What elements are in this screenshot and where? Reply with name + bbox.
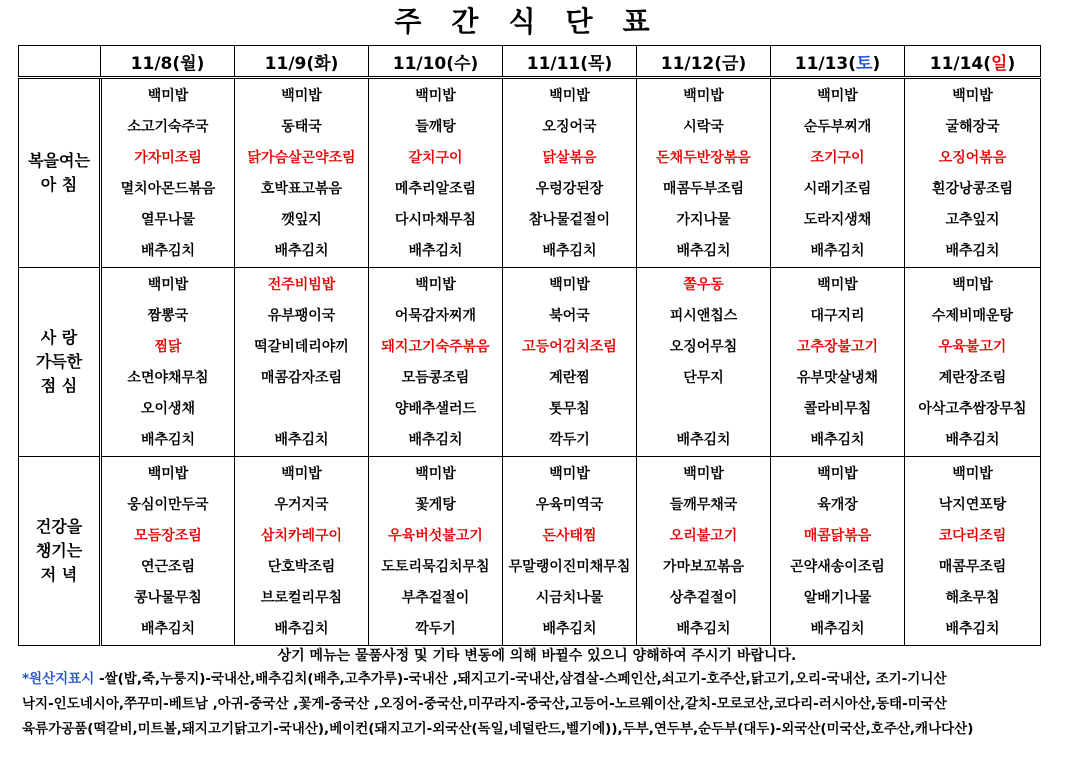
menu-item: 백미밥 [549,277,590,293]
menu-cell [771,268,905,457]
day-paren: ) [738,53,747,74]
corner-cell [19,46,101,78]
menu-item: 백미밥 [147,88,189,104]
menu-item: 배추김치 [542,243,597,259]
menu-item: 백미밥 [549,466,590,482]
menu-item: 고추잎지 [945,212,1000,228]
notice-text: 상기 메뉴는 물품사정 및 기타 변동에 의해 바뀔수 있으니 양해하여 주시기 바랍니다. [277,648,797,664]
menu-item: 가지나물 [676,212,731,228]
menu-item: 계란장조림 [938,370,1007,386]
menu-item: 백미밥 [147,466,189,482]
menu-item: 메추리알조림 [394,181,477,197]
menu-item: 배추김치 [676,243,731,259]
menu-item: 도토리묵김치무침 [381,559,490,575]
menu-item: 순두부찌개 [803,119,872,135]
menu-item: 톳무침 [549,401,590,417]
meal-label [19,268,101,457]
menu-item: 백미밥 [683,466,724,482]
menu-item: 단무지 [683,370,724,386]
menu-item: 백미밥 [952,466,993,482]
day-header [235,46,369,78]
menu-item: 상추겉절이 [669,590,738,606]
day-header [771,46,905,78]
menu-item: 배추김치 [676,621,731,637]
menu-item: 백미밥 [817,88,858,104]
meal-label-line: 가득한 [35,352,83,371]
day-date: 11/9( [264,53,315,74]
menu-item: 콜라비무침 [803,401,872,417]
day-header [905,46,1041,78]
menu-item: 백미밥 [952,88,993,104]
origin-label: *원산지표시 [22,671,95,687]
menu-cell [369,268,503,457]
menu-item: 돈사태찜 [542,528,597,544]
meal-label-line: 챙기는 [35,541,83,560]
day-weekday: 목 [588,53,605,74]
day-weekday: 토 [856,53,873,74]
menu-cell [235,78,369,268]
menu-item: 오징어볶음 [938,150,1007,166]
menu-item: 배추김치 [542,621,597,637]
menu-item: 북어국 [549,308,590,324]
menu-cell [905,268,1041,457]
menu-item: 매콤무조림 [938,559,1007,575]
menu-item: 양배추샐러드 [394,401,477,417]
day-weekday: 일 [991,53,1008,74]
meal-row-breakfast [19,78,1041,268]
menu-item: 배추김치 [140,432,196,448]
menu-item: 시락국 [683,119,724,135]
day-date: 11/11( [526,53,589,74]
menu-item: 배추김치 [274,243,329,259]
menu-item: 브로컬리무침 [260,590,343,606]
menu-item: 시금치나물 [535,590,604,606]
menu-item: 참나물겉절이 [528,212,611,228]
weekly-menu-table [18,45,1041,646]
menu-item: 낙지연포탕 [938,497,1007,513]
menu-item: 돼지고기숙주볶음 [381,339,490,355]
menu-item: 매콤감자조림 [260,370,343,386]
menu-item: 깻잎지 [281,212,322,228]
origin-line-2: 낙지-인도네시아,쭈꾸미-베트남 ,아귀-중국산 ,꽃게-중국산 ,오징어-중국산,미꾸라지-중국산,고등어-노르웨이산,갈치-모로코산,코다리-러시아산,동태-미국산 [22,696,947,712]
day-paren: ) [330,53,339,74]
origin-section [22,667,1052,742]
menu-item: 배추김치 [945,243,1000,259]
menu-cell [905,457,1041,646]
menu-item: 대구지리 [810,308,865,324]
menu-cell [637,78,771,268]
day-weekday: 화 [314,53,331,74]
meal-label-line: 저 녁 [40,565,78,584]
menu-cell [235,268,369,457]
menu-item: 모듬장조림 [134,528,202,544]
menu-item: 열무나물 [140,212,196,228]
menu-item: 우육버섯불고기 [388,528,483,544]
origin-line-3: 육류가공품(떡갈비,미트볼,돼지고기닭고기-국내산),베이컨(돼지고기-외국산(독일,네덜란드,벨기에)),두부,연두부,순두부(대두)-외국산(미국산,호주산,캐나다산) [22,721,974,737]
day-date: 11/12( [660,53,723,74]
menu-item: 부추겉절이 [401,590,470,606]
menu-item: 해초무침 [945,590,1000,606]
menu-cell [503,268,637,457]
menu-item: 코다리조림 [938,528,1007,544]
menu-item: 알배기나물 [803,590,872,606]
menu-item: 무말랭이진미채무침 [508,559,631,575]
menu-item: 단호박조림 [267,559,336,575]
menu-item: 동태국 [281,119,322,135]
menu-item: 웅심이만두국 [127,497,209,513]
day-date: 11/8( [130,53,181,74]
menu-item: 오이생채 [140,401,196,417]
day-date: 11/13( [794,53,857,74]
menu-item: 연근조림 [140,559,196,575]
menu-item: 오리불고기 [669,528,738,544]
menu-item: 닭가슴살곤약조림 [247,150,356,166]
menu-item: 짬뽕국 [147,308,189,324]
menu-cell [369,78,503,268]
day-date: 11/14( [929,53,992,74]
menu-item: 배추김치 [810,621,865,637]
day-paren: ) [1007,53,1016,74]
menu-item: 아삭고추쌈장무침 [918,401,1027,417]
origin-text-1: -쌀(밥,죽,누룽지)-국내산,배추김치(배추,고추가루)-국내산 ,돼지고기-국내산,삼겹살-스페인산,쇠고기-호주산,닭고기,오리-국내산, 조기-기니산 [94,671,947,687]
menu-item: 매콤두부조림 [662,181,745,197]
menu-item: 깍두기 [415,621,456,637]
menu-item: 백미밥 [817,466,858,482]
menu-item: 배추김치 [274,621,329,637]
menu-item: 콩나물무침 [134,590,202,606]
day-paren: ) [604,53,613,74]
menu-item: 배추김치 [408,243,463,259]
meal-label-line: 점 심 [40,376,78,395]
menu-cell [771,457,905,646]
menu-item: 백미밥 [415,277,456,293]
menu-item: 백미밥 [281,466,322,482]
menu-item: 돈채두반장볶음 [656,150,751,166]
menu-item: 모듬콩조림 [401,370,470,386]
day-header [637,46,771,78]
menu-item: 매콤닭볶음 [803,528,872,544]
menu-item: 오징어무침 [669,339,738,355]
menu-item: 백미밥 [817,277,858,293]
menu-item: 백미밥 [549,88,590,104]
menu-item: 흰강낭콩조림 [931,181,1014,197]
menu-item: 깍두기 [549,432,590,448]
menu-item: 유부맛살냉채 [796,370,879,386]
menu-item: 배추김치 [945,432,1000,448]
menu-cell [905,78,1041,268]
menu-item: 찜닭 [154,339,182,355]
menu-cell [101,78,235,268]
day-header [369,46,503,78]
menu-cell [101,457,235,646]
menu-item: 쫄우동 [683,277,724,293]
day-header [503,46,637,78]
day-paren: ) [470,53,479,74]
menu-item: 피시앤칩스 [669,308,738,324]
menu-cell [101,268,235,457]
page-title: 주간식단표 [394,5,680,38]
menu-item: 우거지국 [274,497,329,513]
menu-cell [637,268,771,457]
menu-cell [369,457,503,646]
menu-item: 배추김치 [274,432,329,448]
menu-item: 배추김치 [140,243,196,259]
menu-item: 꽃게탕 [415,497,456,513]
menu-item: 배추김치 [810,243,865,259]
meal-label [19,78,101,268]
menu-item: 백미밥 [952,277,993,293]
menu-item: 백미밥 [415,466,456,482]
menu-item: 멸치아몬드볶음 [120,181,216,197]
menu-item: 백미밥 [683,88,724,104]
menu-item: 우렁강된장 [535,181,604,197]
menu-item: 배추김치 [140,621,196,637]
menu-item: 계란찜 [549,370,590,386]
menu-item: 닭살볶음 [542,150,597,166]
day-weekday: 금 [722,53,739,74]
menu-item: 가마보꼬볶음 [662,559,745,575]
menu-item: 수제비매운탕 [931,308,1014,324]
menu-item: 백미밥 [415,88,456,104]
menu-item: 도라지생채 [803,212,872,228]
menu-item: 곤약새송이조림 [790,559,885,575]
menu-item: 배추김치 [408,432,463,448]
menu-item: 시래기조림 [803,181,872,197]
meal-label-line: 사 랑 [40,328,78,347]
meal-row-dinner [19,457,1041,646]
menu-item: 들깨무채국 [669,497,738,513]
menu-item: 고등어김치조림 [522,339,617,355]
menu-item: 백미밥 [281,88,322,104]
menu-item: 굴해장국 [945,119,1000,135]
menu-item: 배추김치 [945,621,1000,637]
menu-item: 육개장 [817,497,858,513]
menu-item: 배추김치 [810,432,865,448]
menu-item: 삼치카레구이 [260,528,343,544]
menu-item: 우육불고기 [938,339,1007,355]
day-header [101,46,235,78]
menu-cell [637,457,771,646]
menu-item: 유부팽이국 [267,308,336,324]
menu-cell [235,457,369,646]
menu-cell [503,78,637,268]
meal-row-lunch [19,268,1041,457]
meal-label-line: 복을여는 [28,151,90,170]
menu-item: 백미밥 [147,277,189,293]
meal-label [19,457,101,646]
menu-item: 호박표고볶음 [260,181,343,197]
day-date: 11/10( [392,53,455,74]
header-row [19,46,1041,78]
menu-item [637,394,770,425]
day-weekday: 월 [180,53,197,74]
menu-item [235,394,368,425]
menu-item: 가자미조림 [134,150,202,166]
menu-item: 소고기숙주국 [127,119,209,135]
menu-item: 갈치구이 [408,150,463,166]
menu-cell [503,457,637,646]
day-paren: ) [872,53,881,74]
day-weekday: 수 [454,53,471,74]
menu-item: 배추김치 [676,432,731,448]
menu-item: 전주비빔밥 [267,277,336,293]
menu-item: 들깨탕 [415,119,456,135]
meal-label-line: 건강을 [35,517,83,536]
menu-item: 다시마채무침 [394,212,477,228]
origin-line-1 [22,667,1052,692]
menu-item: 우육미역국 [535,497,604,513]
menu-item: 오징어국 [542,119,597,135]
menu-item: 조기구이 [810,150,865,166]
menu-item: 소면야채무침 [127,370,209,386]
menu-item: 어묵감자찌개 [394,308,477,324]
meal-label-line: 아 침 [40,175,78,194]
day-paren: ) [196,53,205,74]
menu-cell [771,78,905,268]
menu-item: 고추장불고기 [796,339,879,355]
menu-item: 떡갈비데리야끼 [254,339,349,355]
